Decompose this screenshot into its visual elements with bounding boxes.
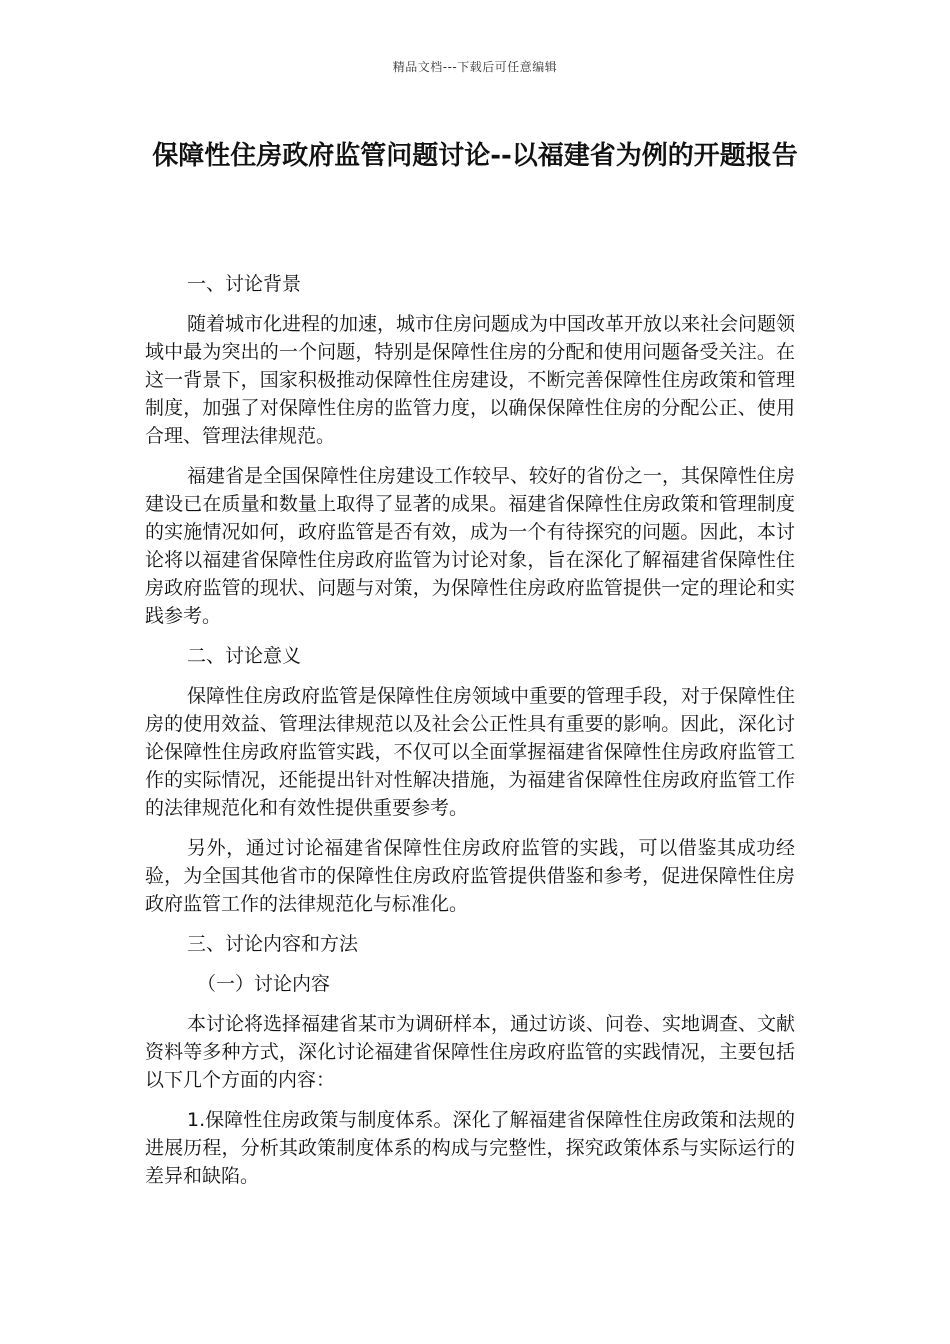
paragraph: 随着城市化进程的加速，城市住房问题成为中国改革开放以来社会问题领域中最为突出的一个问题，特别是保障性住房的分配和使用问题备受关注。在这一背景下，国家积极推动保障性住房建设，不断完善保障性住房政策和管理制度，加强了对保障性住房的监管力度，以确保保障性住房的分配公正、使用合理、管理法律规范。 xyxy=(145,313,796,447)
section-heading-significance: 二、讨论意义 xyxy=(187,645,302,667)
paragraph: 另外，通过讨论福建省保障性住房政府监管的实践，可以借鉴其成功经验，为全国其他省市的保障性住房政府监管提供借鉴和参考，促进保障性住房政府监管工作的法律规范化与标准化。 xyxy=(145,837,795,915)
paragraph: 保障性住房政府监管是保障性住房领域中重要的管理手段，对于保障性住房的使用效益、管理法律规范以及社会公正性具有重要的影响。因此，深化讨论保障性住房政府监管实践，不仅可以全面掌握福建省保障性住房政府监管工作的实际情况，还能提出针对性解决措施，为福建省保障性住房政府监管工作的法律规范化和有效性提供重要参考。 xyxy=(145,685,796,819)
list-item: 1.保障性住房政策与制度体系。深化了解福建省保障性住房政策和法规的进展历程，分析其政策制度体系的构成与完整性，探究政策体系与实际运行的差异和缺陷。 xyxy=(145,1109,795,1187)
subsection-heading-content: （一）讨论内容 xyxy=(197,973,331,995)
section-heading-content-method: 三、讨论内容和方法 xyxy=(187,933,359,955)
header-note: 精品文档---下载后可任意编辑 xyxy=(392,60,558,74)
paragraph: 本讨论将选择福建省某市为调研样本，通过访谈、问卷、实地调查、文献资料等多种方式，深化讨论福建省保障性住房政府监管的实践情况，主要包括以下几个方面的内容： xyxy=(145,1013,796,1091)
document-body xyxy=(145,270,795,1202)
section-heading-background: 一、讨论背景 xyxy=(187,273,302,295)
document-title: 保障性住房政府监管问题讨论--以福建省为例的开题报告 xyxy=(152,141,798,171)
paragraph: 福建省是全国保障性住房建设工作较早、较好的省份之一，其保障性住房建设已在质量和数量上取得了显著的成果。福建省保障性住房政策和管理制度的实施情况如何，政府监管是否有效，成为一个有待探究的问题。因此，本讨论将以福建省保障性住房政府监管为讨论对象，旨在深化了解福建省保障性住房政府监管的现状、问题与对策，为保障性住房政府监管提供一定的理论和实践参考。 xyxy=(145,465,796,627)
